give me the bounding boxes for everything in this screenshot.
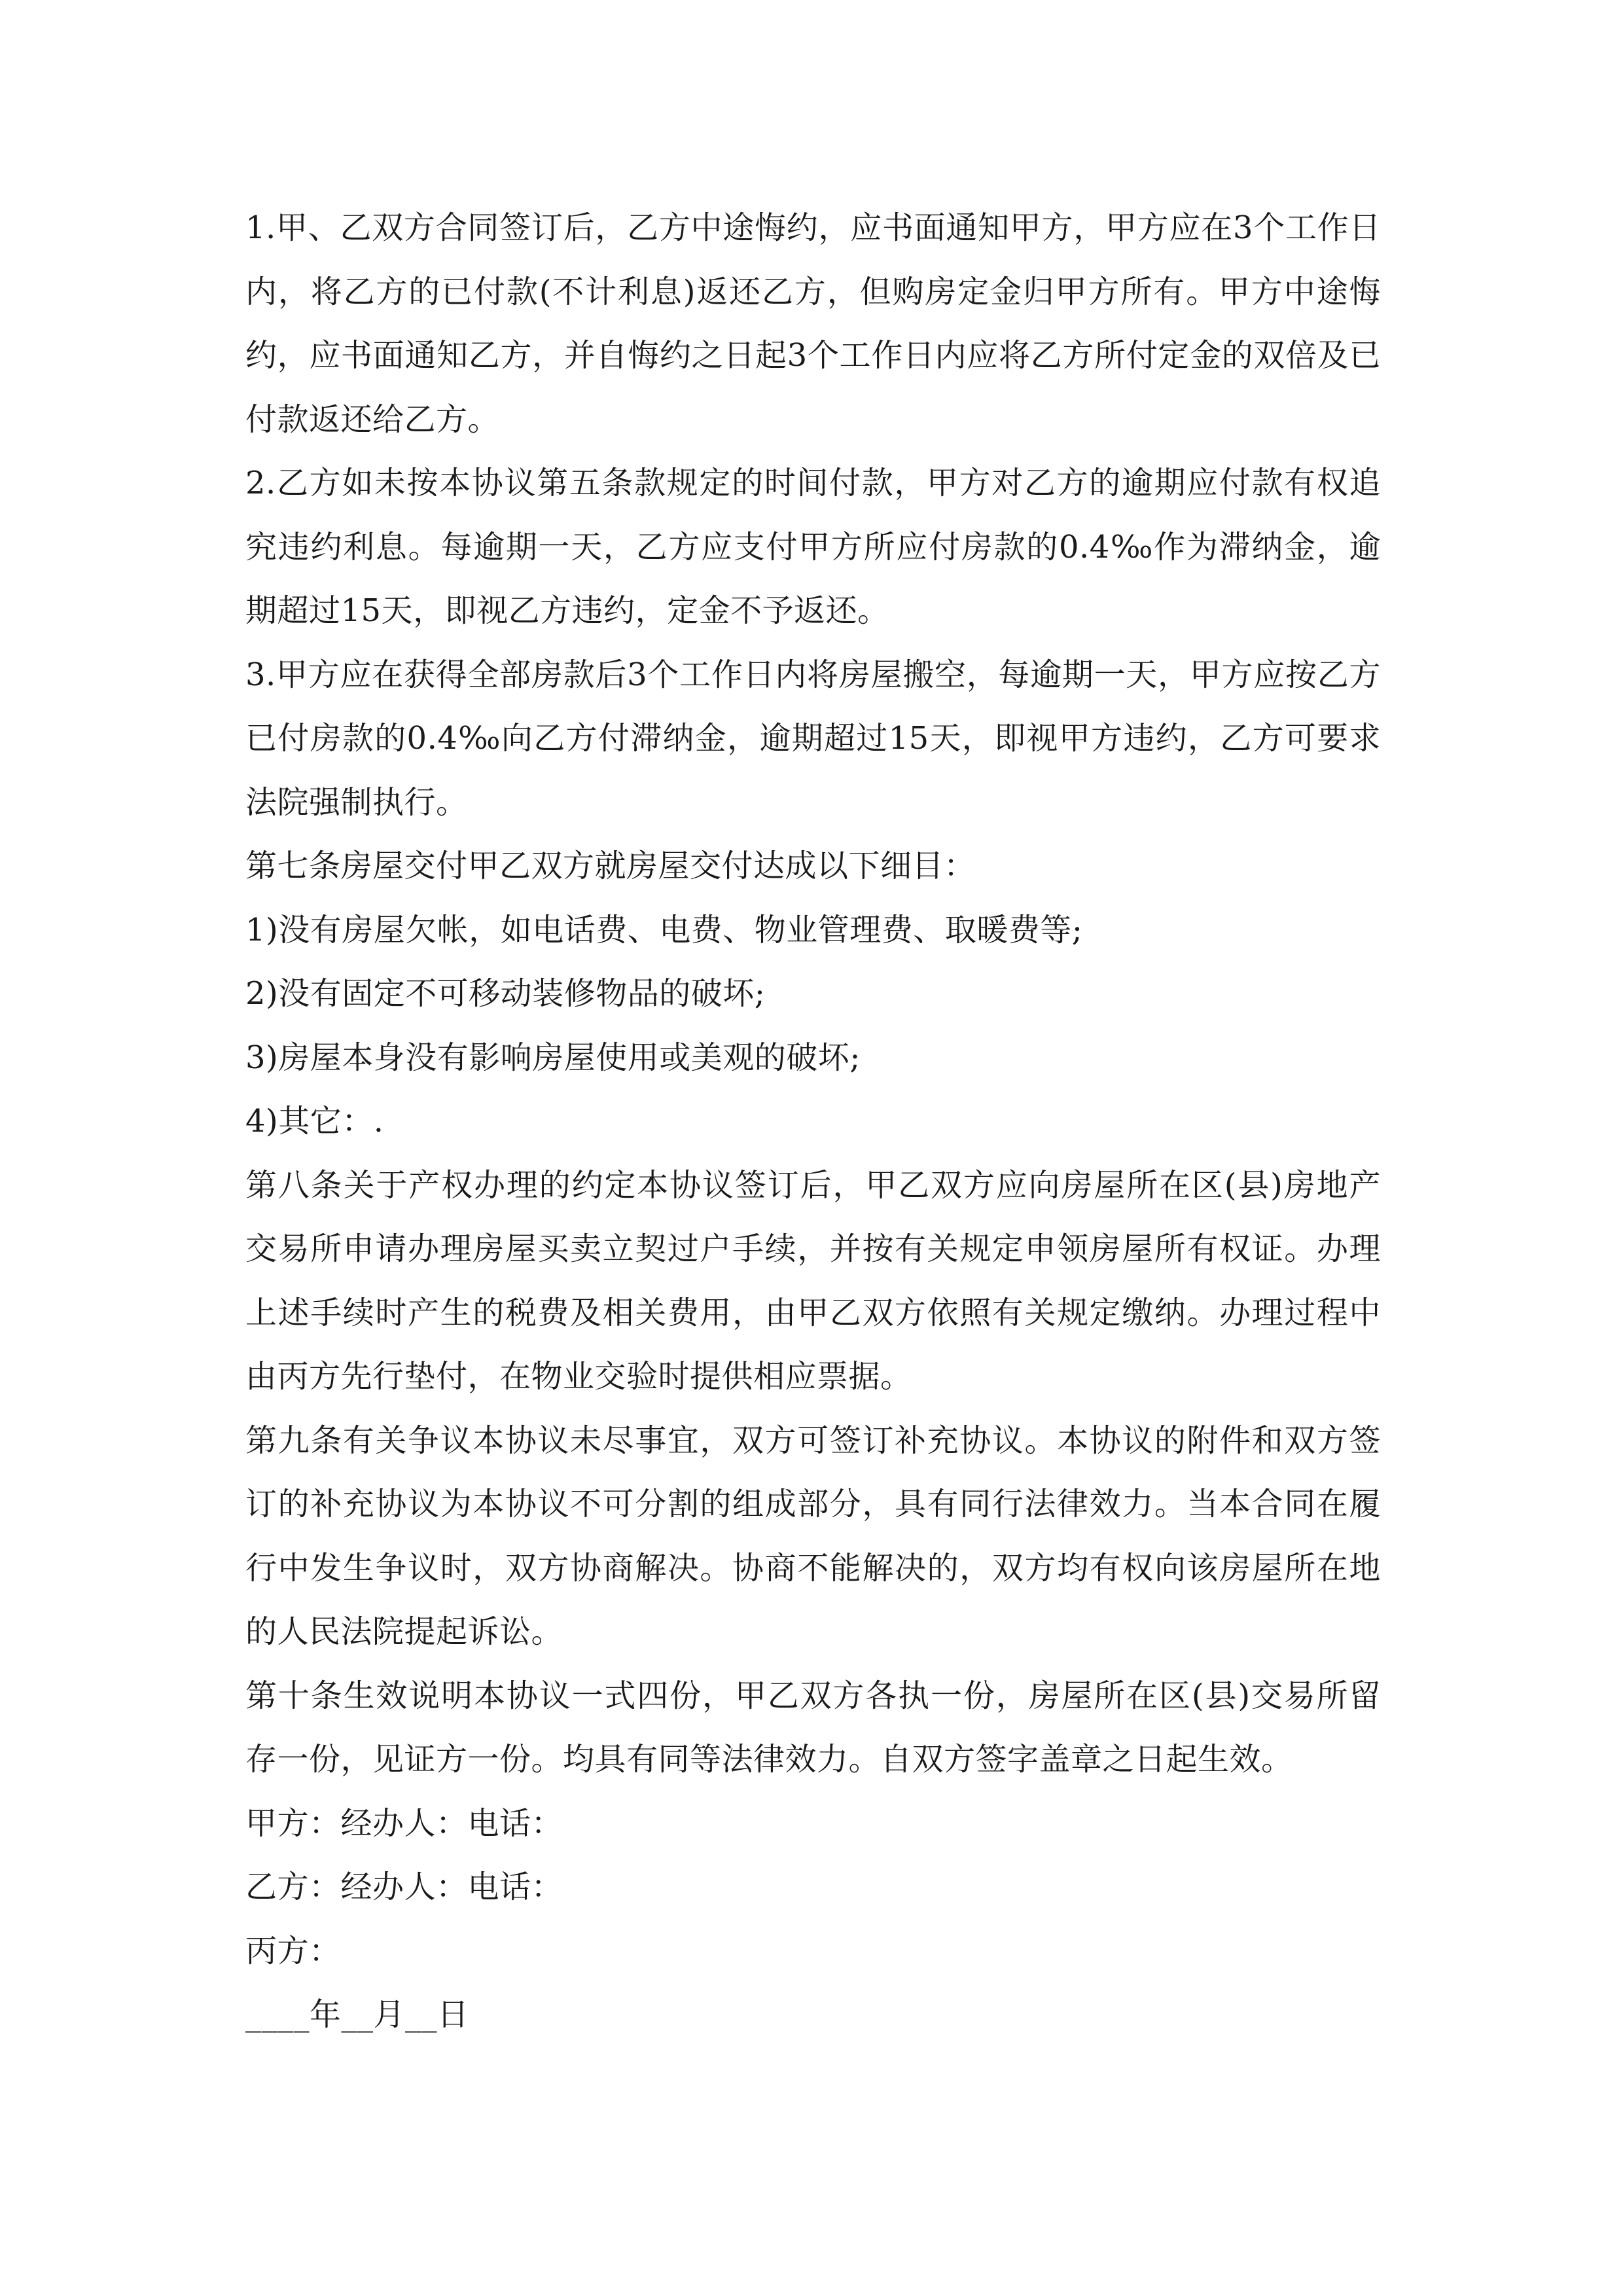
clause-2-late-payment: 2.乙方如未按本协议第五条款规定的时间付款，甲方对乙方的逾期应付款有权追究违约利息。每逾期一天，乙方应支付甲方所应付房款的0.4‰作为滞纳金，逾期超过15天，即视乙方违约，定金不予返还。: [245, 465, 1381, 629]
article-10-effectiveness: 第十条生效说明本协议一式四份，甲乙双方各执一份，房屋所在区(县)交易所留存一份，见证方一份。均具有同等法律效力。自双方签字盖章之日起生效。: [245, 1677, 1381, 1778]
article-8-title-transfer: 第八条关于产权办理的约定本协议签订后，甲乙双方应向房屋所在区(县)房地产交易所申请办理房屋买卖立契过户手续，并按有关规定申领房屋所有权证。办理上述手续时产生的税费及相关费用，由甲乙双方依照有关规定缴纳。办理过程中由丙方先行垫付，在物业交验时提供相应票据。: [245, 1166, 1381, 1395]
signature-date: ____年__月__日: [245, 1996, 469, 2033]
signature-party-b: 乙方：经办人：电话：: [245, 1869, 563, 1905]
signature-party-c: 丙方：: [245, 1932, 341, 1969]
article-7-item-3: 3)房屋本身没有影响房屋使用或美观的破坏;: [245, 1039, 861, 1076]
document-body: [245, 196, 1381, 2047]
article-7-heading: 第七条房屋交付甲乙双方就房屋交付达成以下细目：: [245, 848, 976, 884]
article-7-item-1: 1)没有房屋欠帐，如电话费、电费、物业管理费、取暖费等;: [245, 911, 1083, 948]
article-7-item-2: 2)没有固定不可移动装修物品的破坏;: [245, 975, 766, 1012]
clause-1-breach: 1.甲、乙双方合同签订后，乙方中途悔约，应书面通知甲方，甲方应在3个工作日内，将乙方的已付款(不计利息)返还乙方，但购房定金归甲方所有。甲方中途悔约，应书面通知乙方，并自悔约之日起3个工作日内应将乙方所付定金的双倍及已付款返还给乙方。: [245, 209, 1381, 438]
article-7-item-4: 4)其它：.: [245, 1103, 384, 1139]
article-9-disputes: 第九条有关争议本协议未尽事宜，双方可签订补充协议。本协议的附件和双方签订的补充协议为本协议不可分割的组成部分，具有同行法律效力。当本合同在履行中发生争议时，双方协商解决。协商不能解决的，双方均有权向该房屋所在地的人民法院提起诉讼。: [245, 1422, 1381, 1650]
signature-party-a: 甲方：经办人：电话：: [245, 1804, 563, 1842]
clause-3-vacate: 3.甲方应在获得全部房款后3个工作日内将房屋搬空，每逾期一天，甲方应按乙方已付房款的0.4‰向乙方付滞纳金，逾期超过15天，即视甲方违约，乙方可要求法院强制执行。: [245, 656, 1381, 821]
